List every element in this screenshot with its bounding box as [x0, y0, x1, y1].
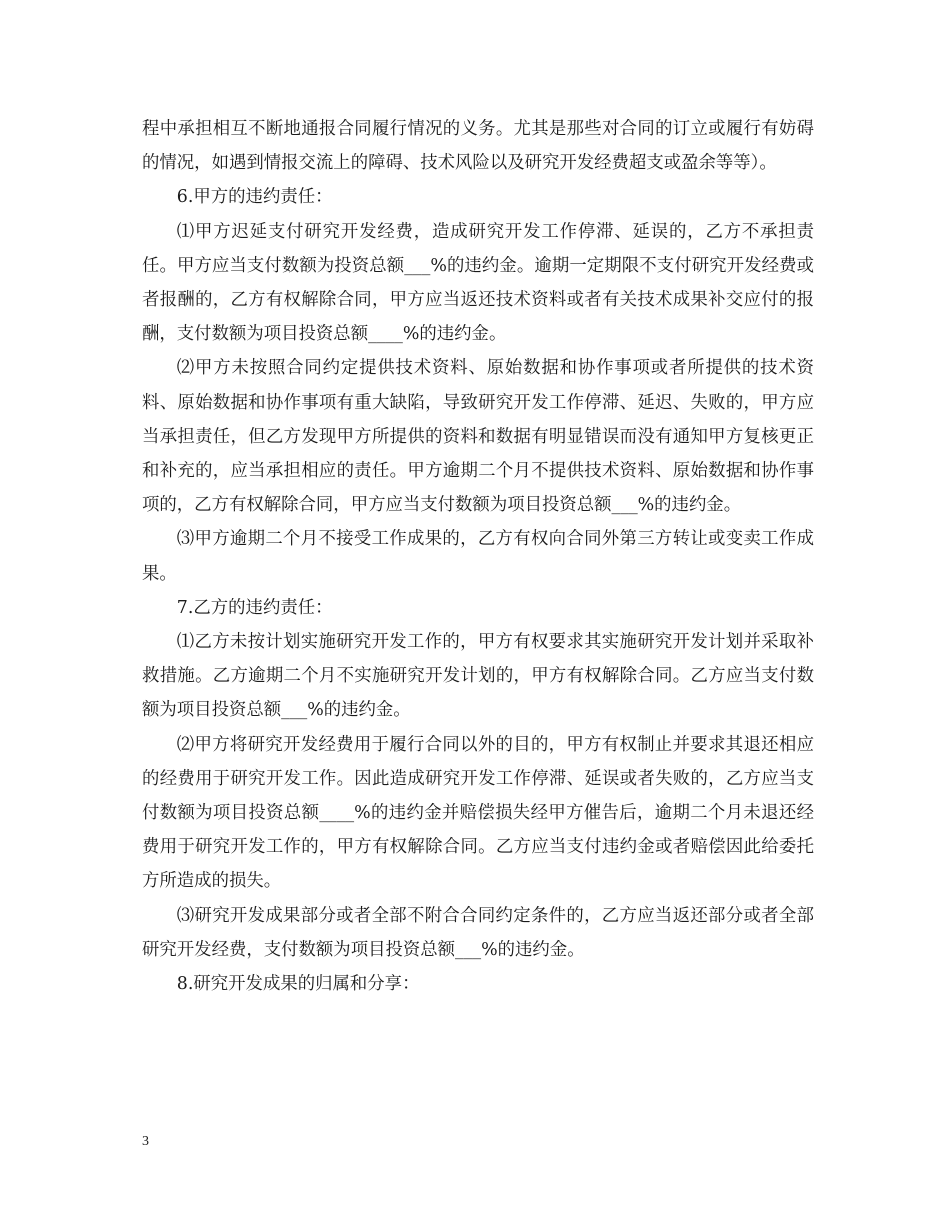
document-body [142, 112, 814, 1001]
clause-6-2: ⑵甲方未按照合同约定提供技术资料、原始数据和协作事项或者所提供的技术资料、原始数据和协作事项有重大缺陷，导致研究开发工作停滞、延迟、失败的，甲方应当承担责任，但乙方发现甲方所提供的资料和数据有明显错误而没有通知甲方复核更正和补充的，应当承担相应的责任。甲方逾期二个月不提供技术资料、原始数据和协作事项的，乙方有权解除合同，甲方应当支付数额为项目投资总额___%的违约金。 [142, 358, 814, 516]
paragraph-continuation: 程中承担相互不断地通报合同履行情况的义务。尤其是那些对合同的订立或履行有妨碍的情况，如遇到情报交流上的障碍、技术风险以及研究开发经费超支或盈余等等）。 [142, 119, 814, 174]
clause-7-3: ⑶研究开发成果部分或者全部不附合合同约定条件的，乙方应当返还部分或者全部研究开发经费，支付数额为项目投资总额___%的违约金。 [142, 905, 814, 960]
page-number: 3 [142, 1134, 149, 1149]
clause-6-3: ⑶甲方逾期二个月不接受工作成果的，乙方有权向合同外第三方转让或变卖工作成果。 [142, 529, 814, 584]
clause-6-1: ⑴甲方迟延支付研究开发经费，造成研究开发工作停滞、延误的，乙方不承担责任。甲方应当支付数额为投资总额___%的违约金。逾期一定期限不支付研究开发经费或者报酬的，乙方有权解除合同，甲方应当返还技术资料或者有关技术成果补交应付的报酬，支付数额为项目投资总额____%的违约金。 [142, 221, 814, 345]
section-heading-8: 8.研究开发成果的归属和分享： [176, 974, 420, 995]
clause-7-2: ⑵甲方将研究开发经费用于履行合同以外的目的，甲方有权制止并要求其退还相应的经费用于研究开发工作。因此造成研究开发工作停滞、延误或者失败的，乙方应当支付数额为项目投资总额____%的违约金并赔偿损失经甲方催告后，逾期二个月未退还经费用于研究开发工作的，甲方有权解除合同。乙方应当支付违约金或者赔偿因此给委托方所造成的损失。 [142, 734, 814, 892]
section-heading-7: 7.乙方的违约责任： [176, 597, 333, 618]
section-heading-6: 6.甲方的违约责任： [176, 187, 333, 208]
clause-7-1: ⑴乙方未按计划实施研究开发工作的，甲方有权要求其实施研究开发计划并采取补救措施。乙方逾期二个月不实施研究开发计划的，甲方有权解除合同。乙方应当支付数额为项目投资总额___%的违约金。 [142, 632, 814, 721]
